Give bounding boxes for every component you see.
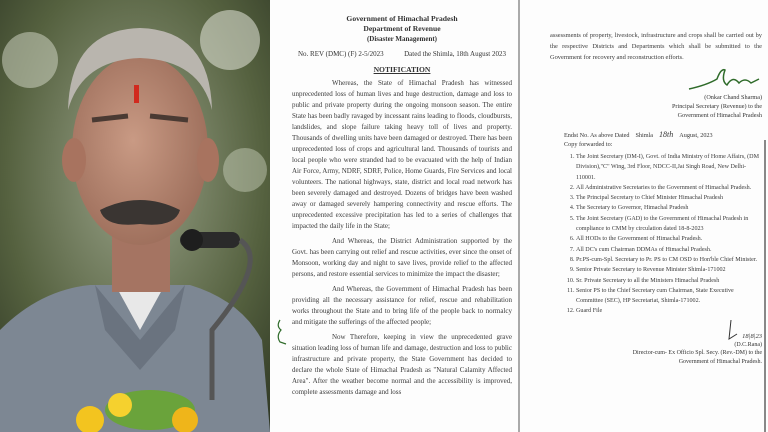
handwritten-initial-date: 18|8|23: [742, 332, 762, 340]
recipient-item: 10. Sr. Private Secretary to all the Ministers Himachal Pradesh: [576, 276, 762, 286]
notification-page-1: [270, 0, 518, 432]
recipient-item: 5. The Joint Secretary (GAD) to the Government of Himachal Pradesh in compliance to CMM by circulation dated 18-8-2023: [576, 214, 762, 235]
recipient-list: [550, 152, 762, 317]
recipient-item: 8. Pr.PS-cum-Spl. Secretary to Pr. PS to CM OSD to Hon'ble Chief Minister.: [576, 255, 762, 265]
continuation-text: assessments of property, livestock, infrastructure and crops shall be carried out by the respective Districts and Departments which shall be submitted to the Government for recovery and reconstruction efforts.: [550, 32, 762, 61]
handwritten-mark-icon: [274, 318, 288, 348]
signature-icon: [687, 67, 762, 93]
recipient-item: 12. Guard File: [576, 306, 762, 316]
paragraph-4: Now Therefore, keeping in view the unprecedented grave situation leading loss of human life and damage, destruction and loss to public infrastructure and private property, the State Government has decided to declare the whole State of Himachal Pradesh as "Natural Calamity Affected Area". After the weather become normal and the accessibility is improved, complete assessments damage and loss: [292, 333, 512, 396]
initials-icon: [723, 319, 739, 341]
header-division: (Disaster Management): [366, 35, 438, 43]
recipient-item: 1. The Joint Secretary (DM-I), Govt. of India Ministry of Home Affairs, (DM Division),"C" Wing, 3rd Floor, NDCC-II,Jai Singh Road, New Delhi-110001.: [576, 152, 762, 183]
notification-page-2: [518, 0, 768, 432]
copy-forwarded-label: Copy forwarded to:: [564, 141, 613, 148]
page-edge-divider: [764, 140, 766, 432]
recipient-item: 6. All HODs to the Government of Himachal Pradesh.: [576, 234, 762, 244]
second-signatory-name: (D.C.Rana): [734, 341, 762, 348]
endorsement-number: Endst No. As above Dated: [564, 132, 630, 139]
recipient-item: 11. Senior PS to the Chief Secretary cum Chairman, State Executive Committee (SEC), HP Secretariat, Shimla-171002.: [576, 286, 762, 307]
recipient-item: 3. The Principal Secretary to Chief Minister Himachal Pradesh: [576, 193, 762, 203]
reference-number: No. REV (DMC) (F) 2-5/2023: [298, 50, 384, 58]
recipient-item: 2. All Administrative Secretaries to the Government of Himachal Pradesh.: [576, 183, 762, 193]
endorsement-place: Shimla: [635, 132, 654, 139]
paragraph-3: And Whereas, the Government of Himachal Pradesh has been providing all the necessary assistance for relief, rescue and rehabilitation works throughout the State and to bring life of the people back to normalcy and mitigate the sufferings of the affected people;: [292, 285, 512, 326]
recipient-item: 4. The Secretary to Governor, Himachal Pradesh: [576, 203, 762, 213]
handwritten-date: 18th: [659, 130, 674, 139]
signatory-government: Government of Himachal Pradesh: [677, 112, 762, 119]
header-government: Government of Himachal Pradesh: [346, 14, 458, 23]
second-signatory-designation: Director-cum- Ex Officio Spl. Secy. (Rev.-DM) to the: [632, 350, 762, 357]
recipient-item: 7. All DC's cum Chairman DDMAs of Himachal Pradesh.: [576, 245, 762, 255]
photo-speaker-at-podium: [0, 0, 270, 432]
signatory-designation: Principal Secretary (Revenue) to the: [671, 103, 762, 110]
header-department: Department of Revenue: [363, 24, 441, 33]
signatory-name: (Onkar Chand Sharma): [704, 94, 762, 101]
notification-title: NOTIFICATION: [373, 65, 431, 74]
dated-line: Dated the Shimla, 18th August 2023: [404, 50, 506, 58]
second-signatory-government: Government of Himachal Pradesh.: [678, 358, 762, 365]
paragraph-2: And Whereas, the District Administration supported by the Govt. has been carrying out relief and rescue activities, ever since the onset of Monsoon, working day and night to save lives, provide relief to the affected persons, and restore essential services to minimize the impact the disaster;: [292, 237, 512, 278]
endorsement-date: August, 2023: [679, 132, 713, 139]
paragraph-1: Whereas, the State of Himachal Pradesh has witnessed unprecedented loss of human lives and huge destruction, damage and loss to public and private property during the ongoing monsoon season. The entire State has been badly ravaged by incessant rains leading to floods, cloudbursts, landslides, and slope failure taking heavy toll of lives and property. Thousands of dwelling units have been damaged or destroyed. There has been unprecedented loss of crops and agricultural land. Thousands of tourists and local people who were stranded had to be evacuated with the help of Indian Air Force, Army, NDRF, SDRF, Police, Home Guards, Fire Services and local volunteers. The national highways, state, district and local road network has been severely damaged and destroyed. Dozens of bridges have been washed away or damaged severely hampering connectivity and rescue efforts. The unprecedented excessive precipitation has led to a series of challenges that impacted the daily life in the State;: [292, 79, 512, 230]
recipient-item: 9. Senior Private Secretary to Revenue Minister Shimla-171002: [576, 265, 762, 275]
